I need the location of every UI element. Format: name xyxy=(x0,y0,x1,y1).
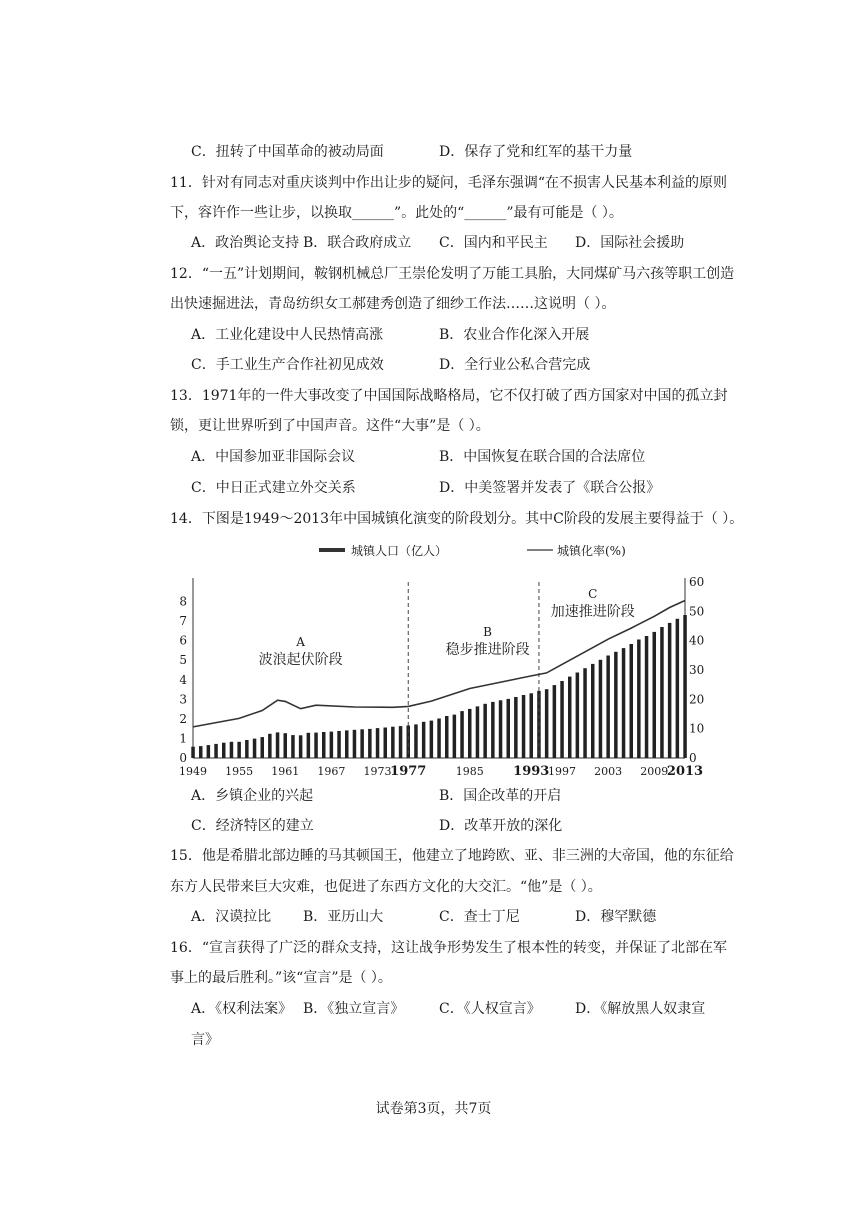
population-bar xyxy=(668,623,672,758)
population-bar xyxy=(437,719,441,759)
q13-option-c: C．中日正式建立外交关系 xyxy=(191,480,356,496)
q12-option-a: A．工业化建设中人民热情高涨 xyxy=(191,327,384,343)
population-bar xyxy=(476,706,480,758)
stage-letter-b: B xyxy=(483,625,493,639)
q10-option-d: D．保存了党和红军的基干力量 xyxy=(439,144,633,160)
population-bar xyxy=(468,709,472,758)
population-bar xyxy=(399,726,403,758)
population-bar xyxy=(637,640,641,759)
y-right-tick-label: 20 xyxy=(689,692,705,707)
population-bar xyxy=(330,732,334,758)
y-right-tick-label: 50 xyxy=(689,604,705,619)
population-bar xyxy=(645,636,649,758)
y-left-tick-label: 5 xyxy=(179,653,187,668)
population-bar xyxy=(345,730,349,758)
q16-option-d-line1: D．《解放黑人奴隶宣 xyxy=(575,1001,706,1017)
population-bar xyxy=(237,742,241,758)
population-bar xyxy=(606,656,610,759)
x-tick-label: 1997 xyxy=(548,765,576,778)
y-right-tick-label: 40 xyxy=(689,633,705,648)
population-bar xyxy=(337,731,341,758)
y-right-tick-label: 60 xyxy=(689,575,705,589)
y-left-tick-label: 4 xyxy=(179,672,187,687)
q14-option-a: A．乡镇企业的兴起 xyxy=(191,788,314,804)
y-left-tick-label: 7 xyxy=(179,614,187,629)
y-right-tick-label: 0 xyxy=(689,751,697,765)
q10-option-c: C．扭转了中国革命的被动局面 xyxy=(191,144,384,160)
y-left-tick-label: 2 xyxy=(179,711,187,726)
population-bar xyxy=(514,697,518,758)
q12-stem-line2: 出快速掘进法，青岛纺织女工郝建秀创造了细纱工作法……这说明（ ）。 xyxy=(170,296,616,312)
population-bar xyxy=(414,724,418,758)
page-footer: 试卷第3页，共7页 xyxy=(375,1101,492,1117)
y-left-tick-label: 1 xyxy=(179,731,187,746)
x-tick-label: 1977 xyxy=(390,764,427,779)
population-bar xyxy=(653,632,657,758)
population-bar xyxy=(307,733,311,758)
x-tick-label: 1985 xyxy=(455,765,484,778)
population-bar xyxy=(599,660,603,758)
population-bar xyxy=(522,695,526,758)
population-bar xyxy=(214,744,218,758)
x-tick-label: 1973 xyxy=(363,765,392,778)
q11-option-b: B．联合政府成立 xyxy=(303,235,412,251)
population-bar xyxy=(560,681,564,758)
x-tick-label: 1961 xyxy=(271,765,300,778)
population-bar xyxy=(384,728,388,759)
y-left-tick-label: 6 xyxy=(179,633,187,648)
q14-option-d: D．改革开放的深化 xyxy=(439,818,563,834)
stage-name-b: 稳步推进阶段 xyxy=(445,642,530,658)
y-left-tick-label: 8 xyxy=(179,594,187,609)
q14-stem-line1: 14．下图是1949～2013年中国城镇化演变的阶段划分。其中C阶段的发展主要得益于（ ）。 xyxy=(170,511,744,527)
population-bar xyxy=(268,734,272,758)
q15-option-c: C．查士丁尼 xyxy=(439,909,520,925)
q11-option-d: D．国际社会援助 xyxy=(575,235,685,251)
population-bar xyxy=(530,693,534,758)
population-bar xyxy=(576,673,580,759)
x-tick-label: 1955 xyxy=(225,765,254,778)
population-bar xyxy=(261,737,265,758)
population-bar xyxy=(391,727,395,758)
q11-option-c: C．国内和平民主 xyxy=(439,235,548,251)
q15-option-a: A．汉谟拉比 xyxy=(191,909,272,925)
population-bar xyxy=(299,735,303,758)
q15-option-b: B．亚历山大 xyxy=(303,909,384,925)
stage-letter-c: C xyxy=(588,587,598,601)
population-bar xyxy=(430,721,434,758)
q11-stem-line1: 11．针对有同志对重庆谈判中作出让步的疑问，毛泽东强调“在不损害人民基本利益的原则 xyxy=(170,175,727,191)
q11-stem-line2: 下，容许作一些让步，以换取______”。此处的“______”最有可能是（ ）。 xyxy=(170,205,623,221)
q13-option-a: A．中国参加亚非国际会议 xyxy=(191,449,356,465)
population-bar xyxy=(453,715,457,758)
q15-stem-line2: 东方人民带来巨大灾难，也促进了东西方文化的大交汇。“他”是（ ）。 xyxy=(170,879,602,895)
q14-option-c: C．经济特区的建立 xyxy=(191,818,314,834)
population-bar xyxy=(676,619,680,758)
legend-label-population: 城镇人口（亿人） xyxy=(351,544,448,558)
population-bar xyxy=(368,729,372,758)
q12-stem-line1: 12．“一五”计划期间，鞍钢机械总厂王崇伦发明了万能工具胎，大同煤矿马六孩等职工创造 xyxy=(170,266,735,282)
population-bar xyxy=(491,702,495,758)
population-bar xyxy=(499,700,503,758)
q15-stem-line1: 15．他是希腊北部边睡的马其顿国王，他建立了地跨欧、亚、非三洲的大帝国，他的东征给 xyxy=(170,848,734,864)
population-bar xyxy=(568,677,572,758)
chart-legend xyxy=(319,543,626,558)
population-bar xyxy=(284,733,288,758)
q12-option-d: D．全行业公私合营完成 xyxy=(439,357,591,373)
x-tick-label: 2013 xyxy=(666,764,704,779)
population-bar xyxy=(199,746,203,758)
q12-option-c: C．手工业生产合作社初见成效 xyxy=(191,357,384,373)
population-bar xyxy=(583,668,587,758)
q16-option-c: C．《人权宣言》 xyxy=(439,1001,541,1017)
y-right-tick-label: 30 xyxy=(689,663,705,677)
stage-name-c: 加速推进阶段 xyxy=(550,604,635,620)
population-bar xyxy=(460,711,464,758)
y-right-tick-label: 10 xyxy=(689,721,705,736)
population-bar xyxy=(622,648,626,758)
q13-option-b: B．中国恢复在联合国的合法席位 xyxy=(439,449,646,465)
q13-stem-line1: 13．1971年的一件大事改变了中国国际战略格局，它不仅打破了西方国家对中国的孤立封 xyxy=(170,388,728,404)
x-tick-label: 2009 xyxy=(640,765,669,778)
population-bar xyxy=(376,728,380,758)
y-left-tick-label: 0 xyxy=(179,751,187,765)
population-bar xyxy=(314,733,318,758)
q12-option-b: B．农业合作化深入开展 xyxy=(439,327,590,343)
population-bar xyxy=(222,743,226,758)
population-bar xyxy=(353,730,357,758)
q11-option-a: A．政治舆论支持 xyxy=(191,235,300,251)
population-bar xyxy=(191,747,195,758)
x-tick-label: 1993 xyxy=(513,764,550,779)
population-bar xyxy=(291,735,295,758)
population-bar xyxy=(245,740,249,758)
population-bar xyxy=(360,729,364,758)
population-bar xyxy=(553,685,557,758)
q14-option-b: B．国企改革的开启 xyxy=(439,788,562,804)
q13-stem-line2: 锁，更让世界听到了中国声音。这件“大事”是（ ）。 xyxy=(170,418,490,434)
x-tick-label: 2003 xyxy=(594,765,623,778)
q13-option-d: D．中美签署并发表了《联合公报》 xyxy=(439,480,661,496)
population-bar xyxy=(276,732,280,758)
q16-option-d-line2: 言》 xyxy=(191,1032,219,1048)
population-bar xyxy=(683,615,687,758)
population-bar xyxy=(614,652,618,758)
q16-stem-line2: 事上的最后胜利。”该“宣言”是（ ）。 xyxy=(170,970,392,986)
q15-option-d: D．穆罕默德 xyxy=(575,909,657,925)
population-bar xyxy=(630,644,634,758)
q16-option-b: B．《独立宣言》 xyxy=(303,1001,405,1017)
y-left-tick-label: 3 xyxy=(179,692,187,707)
population-bar xyxy=(253,739,256,758)
q16-stem-line1: 16．“宣言获得了广泛的群众支持，这让战争形势发生了根本性的转变，并保证了北部在军 xyxy=(170,940,727,956)
stage-name-a: 波浪起伏阶段 xyxy=(258,652,343,668)
x-tick-label: 1949 xyxy=(179,765,207,778)
population-bar xyxy=(545,689,549,758)
population-bar xyxy=(660,627,664,758)
population-bar xyxy=(322,732,326,758)
population-bar xyxy=(591,664,595,758)
legend-label-rate: 城镇化率(%) xyxy=(557,544,626,558)
stage-divider-lines xyxy=(408,582,539,758)
population-bar xyxy=(207,745,211,758)
x-tick-label: 1967 xyxy=(317,765,346,778)
urbanization-chart xyxy=(175,536,720,782)
stage-letter-a: A xyxy=(296,635,305,649)
population-bar xyxy=(422,722,426,758)
population-bar xyxy=(507,699,511,758)
population-bar xyxy=(483,704,487,758)
population-bar xyxy=(230,742,234,758)
q16-option-a: A．《权利法案》 xyxy=(191,1001,293,1017)
population-bar xyxy=(445,716,449,758)
